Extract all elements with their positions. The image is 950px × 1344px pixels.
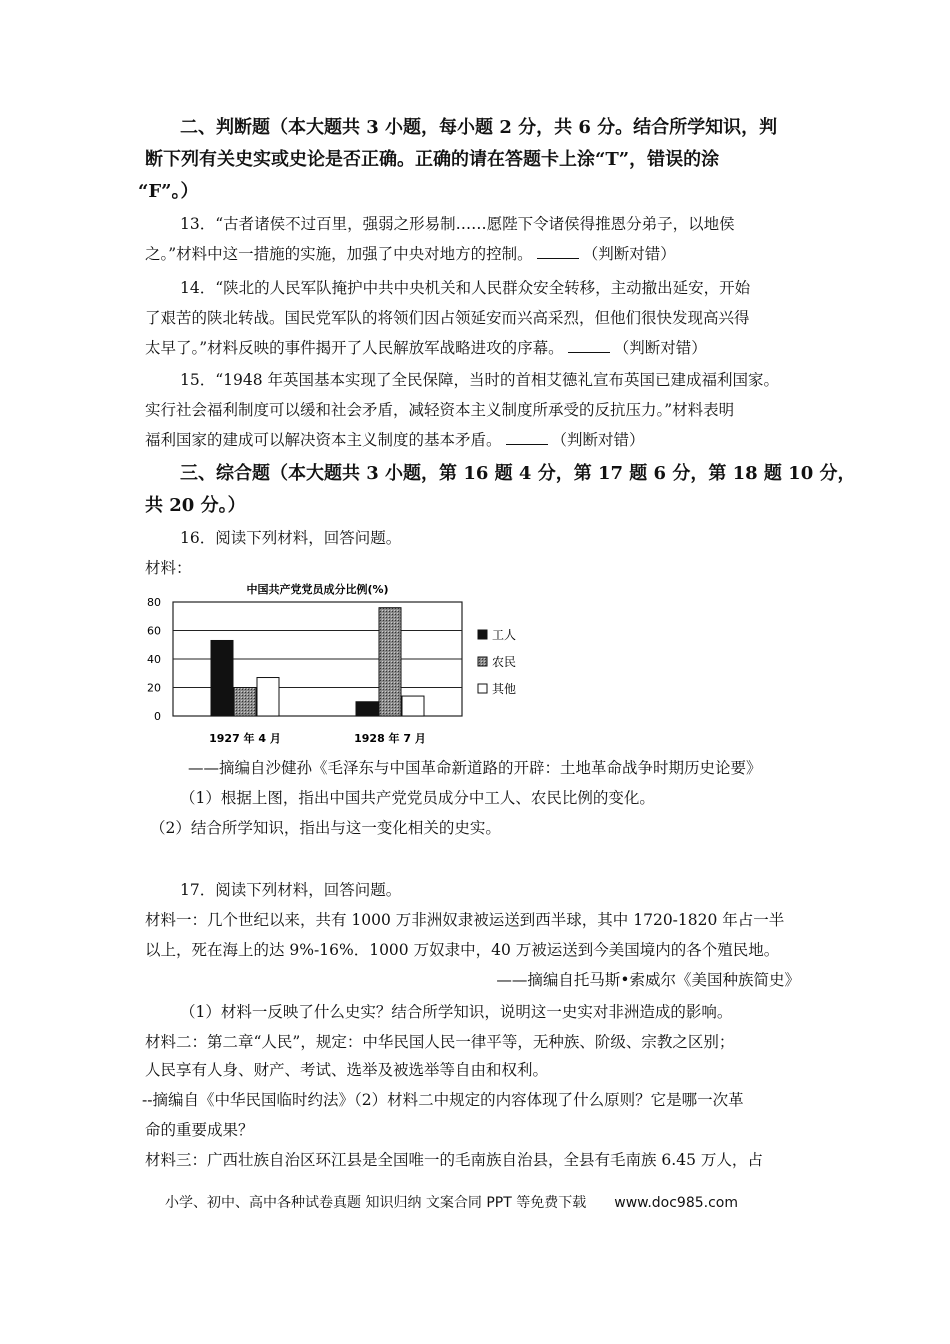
- q17-stem: 17．阅读下列材料，回答问题。: [180, 881, 402, 899]
- q14-line1: 14．“陕北的人民军队掩护中共中央机关和人民群众安全转移，主动撤出延安，开始: [180, 279, 751, 297]
- x-category-label: 1928 年 7 月: [354, 732, 426, 745]
- q13-answer-blank[interactable]: [537, 244, 579, 259]
- q13-tail: （判断对错）: [582, 245, 676, 263]
- q15-line2: 实行社会福利制度可以缓和社会矛盾，减轻资本主义制度所承受的反抗压力。”材料表明: [145, 401, 735, 419]
- q13-text: 之。”材料中这一措施的实施，加强了中央对地方的控制。: [145, 245, 533, 263]
- q17-subquestion-1: （1）材料一反映了什么史实？结合所学知识，说明这一史实对非洲造成的影响。: [180, 1003, 733, 1021]
- q15-answer-blank[interactable]: [506, 430, 548, 445]
- x-category-label: 1927 年 4 月: [209, 732, 281, 745]
- q15-line1: 15．“1948 年英国基本实现了全民保障，当时的首相艾德礼宣布英国已建成福利国家。: [180, 371, 780, 389]
- q14-line2: 了艰苦的陕北转战。国民党军队的将领们因占领延安而兴高采烈，但他们很快发现高兴得: [145, 309, 750, 327]
- section3-heading-line2: 共 20 分。）: [145, 495, 246, 516]
- party-member-composition-chart: [140, 578, 530, 750]
- legend-label: 农民: [492, 655, 517, 669]
- bar-其他: [402, 696, 424, 716]
- section2-heading-line2: 断下列有关史实或史论是否正确。正确的请在答题卡上涂“T”，错误的涂: [145, 149, 720, 170]
- q17-material1-line2: 以上，死在海上的达 9%-16%．1000 万奴隶中，40 万被运送到今美国境内的各个殖民地。: [145, 941, 780, 959]
- legend-label: 其他: [492, 682, 517, 696]
- bar-农民: [234, 688, 256, 717]
- q15-text: 福利国家的建成可以解决资本主义制度的基本矛盾。: [145, 431, 502, 449]
- section2-heading-line1: 二、判断题（本大题共 3 小题，每小题 2 分，共 6 分。结合所学知识，判: [180, 117, 778, 138]
- q15-tail: （判断对错）: [551, 431, 645, 449]
- q16-subquestion-1: （1）根据上图，指出中国共产党党员成分中工人、农民比例的变化。: [180, 789, 655, 807]
- legend-swatch-农民: [478, 657, 487, 666]
- legend-label: 工人: [492, 628, 517, 642]
- legend-swatch-工人: [478, 630, 487, 639]
- q17-material2-line2: 人民享有人身、财产、考试、选举及被选举等自由和权利。: [145, 1061, 549, 1079]
- q17-material1-line1: 材料一：几个世纪以来，共有 1000 万非洲奴隶被运送到西半球，其中 1720-1820 年占一半: [145, 911, 785, 929]
- legend-swatch-其他: [478, 684, 487, 693]
- q17-material1-source: ——摘编自托马斯•索威尔《美国种族简史》: [496, 971, 800, 989]
- q14-answer-blank[interactable]: [568, 338, 610, 353]
- chart-root: [147, 582, 516, 745]
- q13-line2: [145, 244, 676, 264]
- y-tick-label: 40: [147, 653, 161, 666]
- page-footer: [165, 1192, 738, 1212]
- section2-heading-line3: “F”。）: [138, 181, 199, 202]
- footer-text: 小学、初中、高中各种试卷真题 知识归纳 文案合同 PPT 等免费下载: [165, 1195, 587, 1211]
- q13-line1: 13．“古者诸侯不过百里，强弱之形易制……愿陛下令诸侯得推恩分弟子，以地侯: [180, 215, 735, 233]
- q15-line3: [145, 430, 645, 450]
- q17-material3-line1: 材料三：广西壮族自治区环江县是全国唯一的毛南族自治县，全县有毛南族 6.45 万人，占: [145, 1151, 763, 1169]
- footer-url[interactable]: www.doc985.com: [614, 1195, 738, 1211]
- bar-其他: [257, 678, 279, 716]
- y-tick-label: 60: [147, 624, 161, 638]
- y-tick-label: 20: [147, 681, 161, 695]
- y-tick-label: 0: [154, 710, 161, 723]
- y-tick-label: 80: [147, 596, 161, 609]
- section3-heading-line1: 三、综合题（本大题共 3 小题，第 16 题 4 分，第 17 题 6 分，第 18 题 10 分，: [180, 463, 856, 484]
- q17-material2-line4: 命的重要成果？: [145, 1121, 254, 1139]
- q14-tail: （判断对错）: [613, 339, 707, 357]
- bar-工人: [356, 702, 378, 716]
- chart-title: 中国共产党党员成分比例(%): [246, 583, 389, 596]
- bar-农民: [379, 608, 401, 716]
- q16-material-label: 材料：: [145, 559, 192, 577]
- q17-material2-line1: 材料二：第二章“人民”，规定：中华民国人民一律平等，无种族、阶级、宗教之区别；: [145, 1033, 735, 1051]
- q17-material2-line3: --摘编自《中华民国临时约法》（2）材料二中规定的内容体现了什么原则？它是哪一次革: [142, 1091, 744, 1109]
- q14-text: 太早了。”材料反映的事件揭开了人民解放军战略进攻的序幕。: [145, 339, 564, 357]
- q16-source: ——摘编自沙健孙《毛泽东与中国革命新道路的开辟：土地革命战争时期历史论要》: [188, 759, 762, 777]
- bar-工人: [211, 640, 233, 716]
- q16-stem: 16．阅读下列材料，回答问题。: [180, 529, 402, 547]
- q14-line3: [145, 338, 707, 358]
- q16-subquestion-2: （2）结合所学知识，指出与这一变化相关的史实。: [150, 819, 501, 837]
